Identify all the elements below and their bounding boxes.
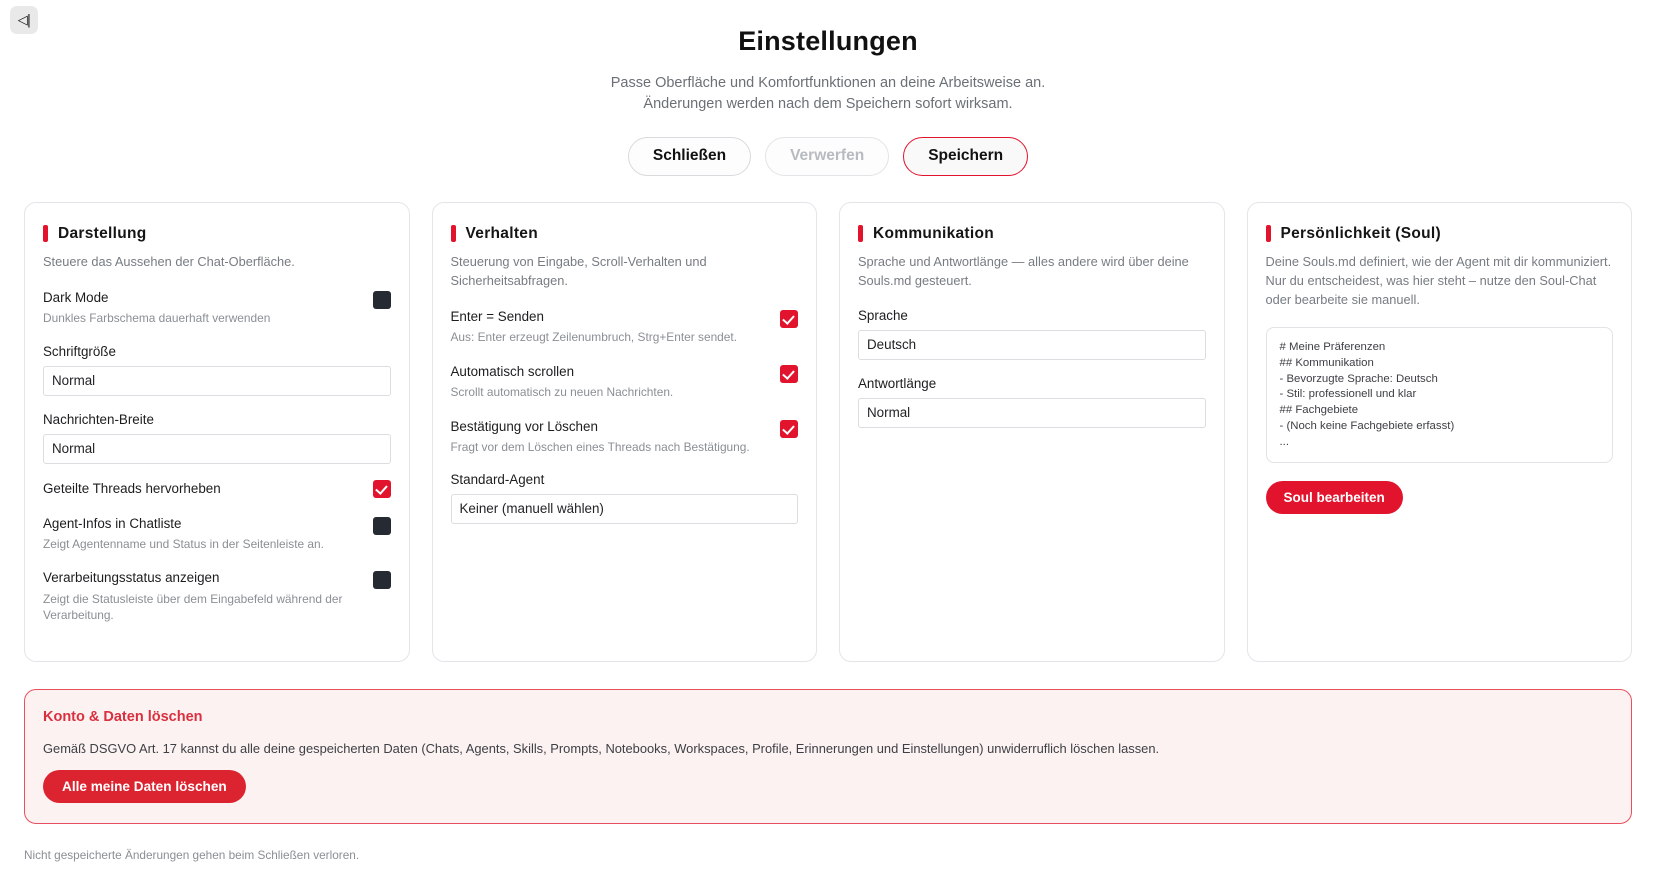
select-standard-agent[interactable]: Keiner (manuell wählen) bbox=[451, 494, 799, 524]
action-bar bbox=[0, 137, 1656, 176]
toggle-row-text bbox=[451, 418, 769, 456]
card-darstellung bbox=[24, 202, 410, 662]
field-label: Antwortlänge bbox=[858, 376, 937, 391]
toggle-label: Geteilte Threads hervorheben bbox=[43, 480, 221, 496]
select-antwortlaenge[interactable]: Normal bbox=[858, 398, 1206, 428]
toggle-row-geteilte-threads bbox=[43, 480, 391, 498]
soul-preview-line: ... bbox=[1279, 435, 1289, 448]
card-title bbox=[858, 225, 1206, 243]
toggle-label: Automatisch scrollen bbox=[450, 363, 575, 379]
toggle-row-bestaetigung-loeschen bbox=[451, 418, 799, 456]
toggle-label: Verarbeitungsstatus anzeigen bbox=[43, 570, 220, 586]
toggle-row-text bbox=[43, 289, 361, 327]
toggle-row-agent-infos bbox=[43, 515, 391, 553]
toggle-row-text bbox=[43, 515, 361, 553]
toggle-label: Enter = Senden bbox=[450, 309, 544, 324]
checkbox-automatisch-scrollen[interactable] bbox=[780, 365, 798, 383]
toggle-hint: Dunkles Farbschema dauerhaft verwenden bbox=[43, 310, 271, 325]
danger-zone bbox=[24, 689, 1632, 824]
card-title bbox=[43, 225, 391, 243]
toggle-label: Bestätigung vor Löschen bbox=[450, 418, 598, 434]
card-persoenlichkeit-soul bbox=[1247, 202, 1633, 662]
checkbox-agent-infos[interactable] bbox=[373, 517, 391, 535]
card-title bbox=[1266, 225, 1614, 243]
accent-bar-icon bbox=[451, 225, 456, 242]
edit-soul-button[interactable]: Soul bearbeiten bbox=[1266, 481, 1403, 514]
soul-preview-line: - (Noch keine Fachgebiete erfasst) bbox=[1279, 419, 1455, 432]
card-description: Deine Souls.md definiert, wie der Agent mit dir kommuniziert. Nur du entscheidest, was hier steht – nutze den Soul-Chat oder bearbeite sie manuell. bbox=[1265, 253, 1612, 307]
checkbox-enter-senden[interactable] bbox=[780, 310, 798, 328]
card-title-text: Kommunikation bbox=[873, 224, 995, 242]
toggle-label: Agent-Infos in Chatliste bbox=[43, 515, 182, 531]
field-schriftgroesse bbox=[43, 344, 391, 396]
field-label: Schriftgröße bbox=[43, 343, 116, 359]
card-description: Sprache und Antwortlänge — alles andere wird über deine Souls.md gesteuert. bbox=[858, 253, 1189, 288]
page-subtitle: Passe Oberfläche und Komfortfunktionen an deine Arbeitsweise an. Änderungen werden nach dem Speichern sofort wirksam. bbox=[610, 75, 1046, 113]
page-header bbox=[0, 0, 1656, 176]
card-title-text: Verhalten bbox=[465, 224, 538, 242]
toggle-row-verarbeitungsstatus bbox=[43, 569, 391, 623]
card-kommunikation bbox=[839, 202, 1225, 662]
toggle-row-text bbox=[451, 308, 769, 346]
card-description: Steuerung von Eingabe, Scroll-Verhalten und Sicherheitsabfragen. bbox=[450, 253, 707, 288]
card-title bbox=[451, 225, 799, 243]
field-label: Standard-Agent bbox=[450, 472, 545, 488]
card-verhalten bbox=[432, 202, 818, 662]
soul-preview-line: ## Kommunikation bbox=[1279, 356, 1374, 369]
field-label: Nachrichten-Breite bbox=[43, 411, 154, 427]
select-sprache[interactable]: Deutsch bbox=[858, 330, 1206, 360]
page-title: Einstellungen bbox=[738, 26, 918, 56]
save-button[interactable]: Speichern bbox=[903, 137, 1028, 176]
danger-zone-description: Gemäß DSGVO Art. 17 kannst du alle deine gespeicherten Daten (Chats, Agents, Skills, Prompts, Notebooks, Workspaces, Profile, Erinnerungen und Einstellungen) unwiderruflich löschen lassen. bbox=[43, 740, 1160, 756]
soul-preview-line: - Stil: professionell und klar bbox=[1279, 388, 1417, 401]
accent-bar-icon bbox=[1266, 225, 1271, 242]
danger-zone-title: Konto & Daten löschen bbox=[43, 708, 203, 725]
toggle-hint: Fragt vor dem Löschen eines Threads nach Bestätigung. bbox=[450, 439, 750, 454]
select-schriftgroesse[interactable]: Normal bbox=[43, 366, 391, 396]
soul-preview-line: - Bevorzugte Sprache: Deutsch bbox=[1279, 372, 1438, 385]
accent-bar-icon bbox=[858, 225, 863, 242]
discard-button[interactable]: Verwerfen bbox=[765, 137, 889, 176]
field-label: Sprache bbox=[858, 308, 908, 323]
toggle-row-text bbox=[43, 480, 361, 498]
soul-preview-line: ## Fachgebiete bbox=[1279, 404, 1359, 417]
delete-all-data-button[interactable]: Alle meine Daten löschen bbox=[43, 770, 246, 803]
card-title-text: Persönlichkeit (Soul) bbox=[1280, 224, 1441, 242]
field-standard-agent bbox=[451, 472, 799, 524]
settings-card-grid bbox=[0, 176, 1656, 662]
collapse-sidebar-icon: ◁| bbox=[17, 12, 31, 28]
soul-preview-line: # Meine Präferenzen bbox=[1279, 341, 1386, 354]
toggle-hint: Zeigt Agentenname und Status in der Seitenleiste an. bbox=[43, 536, 324, 551]
field-sprache bbox=[858, 308, 1206, 360]
toggle-hint: Zeigt die Statusleiste über dem Eingabefeld während der Verarbeitung. bbox=[43, 591, 343, 623]
checkbox-dark-mode[interactable] bbox=[373, 291, 391, 309]
card-description: Steuere das Aussehen der Chat-Oberfläche. bbox=[43, 253, 295, 269]
checkbox-bestaetigung-loeschen[interactable] bbox=[780, 420, 798, 438]
toggle-row-text bbox=[43, 569, 361, 623]
accent-bar-icon bbox=[43, 225, 48, 242]
field-antwortlaenge bbox=[858, 376, 1206, 428]
collapse-sidebar-button[interactable] bbox=[10, 6, 38, 34]
soul-preview bbox=[1266, 327, 1614, 463]
toggle-label: Dark Mode bbox=[43, 289, 109, 305]
toggle-row-text bbox=[451, 363, 769, 401]
select-nachrichten-breite[interactable]: Normal bbox=[43, 434, 391, 464]
toggle-row-dark-mode bbox=[43, 289, 391, 327]
toggle-hint: Scrollt automatisch zu neuen Nachrichten. bbox=[450, 384, 674, 399]
footer-note: Nicht gespeicherte Änderungen gehen beim Schließen verloren. bbox=[24, 847, 360, 862]
close-button[interactable]: Schließen bbox=[628, 137, 751, 176]
toggle-hint: Aus: Enter erzeugt Zeilenumbruch, Strg+Enter sendet. bbox=[450, 330, 738, 345]
toggle-row-automatisch-scrollen bbox=[451, 363, 799, 401]
checkbox-verarbeitungsstatus[interactable] bbox=[373, 571, 391, 589]
field-nachrichten-breite bbox=[43, 412, 391, 464]
toggle-row-enter-senden bbox=[451, 308, 799, 346]
card-title-text: Darstellung bbox=[58, 224, 147, 242]
checkbox-geteilte-threads[interactable] bbox=[373, 480, 391, 498]
